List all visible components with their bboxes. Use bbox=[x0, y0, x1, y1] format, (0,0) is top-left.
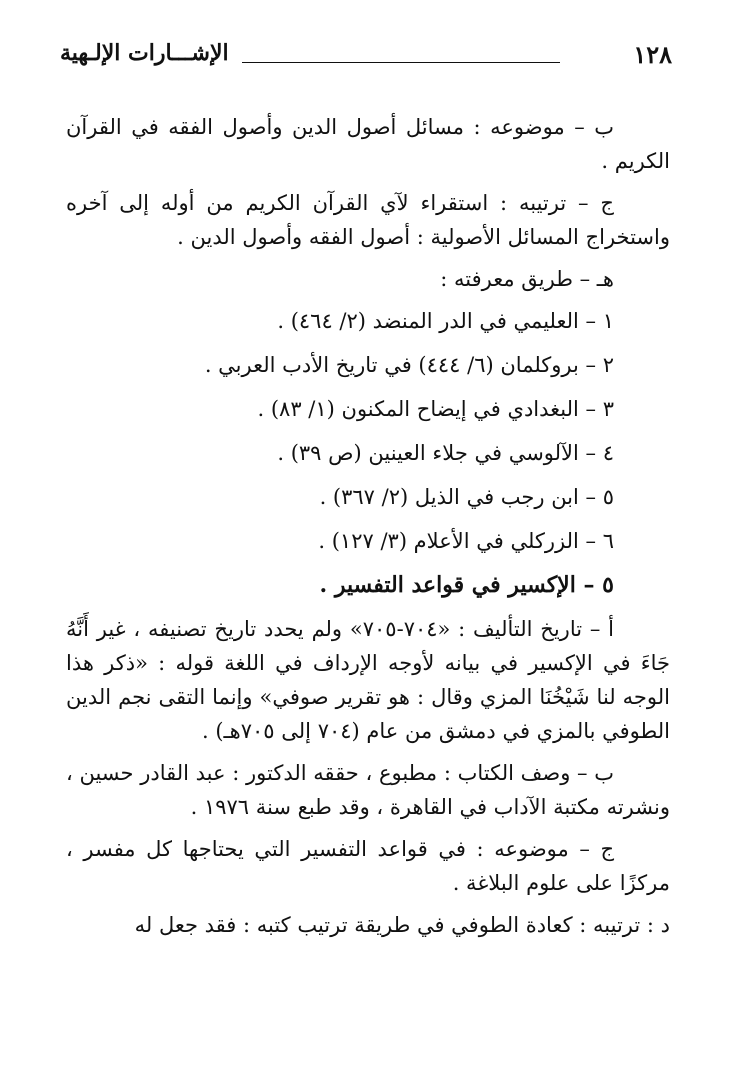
paragraph-sources-heading: هـ – طريق معرفته : bbox=[440, 267, 614, 291]
source-item: ١ – العليمي في الدر المنضد (٢/ ٤٦٤) . bbox=[277, 309, 614, 333]
paragraph-subject: ب – موضوعه : مسائل أصول الدين وأصول الفقه في القرآن الكريم . bbox=[66, 115, 670, 173]
page-header bbox=[60, 40, 672, 76]
source-item: ٢ – بروكلمان (٦/ ٤٤٤) في تاريخ الأدب العربي . bbox=[204, 353, 614, 377]
paragraph-book-description: ب – وصف الكتاب : مطبوع ، حققه الدكتور : عبد القادر حسين ، ونشرته مكتبة الآداب في القاهرة ، وقد طبع سنة ١٩٧٦ . bbox=[66, 761, 670, 819]
paragraph-authoring-date: أ – تاريخ التأليف : «٧٠٤-٧٠٥» ولم يحدد تاريخ تصنيفه ، غير أَنَّهُ جَاءَ في الإكسير في بيانه لأوجه الإرداف في اللغة قوله : «ذكر هذا الوجه لنا شَيْخُنَا المزي وقال : هو تقرير صوفي» وإنما التقى نجم الدين الطوفي بالمزي في دمشق من عام (٧٠٤ إلى ٧٠٥هـ) . bbox=[66, 617, 670, 743]
section-title: ٥ – الإكسير في قواعد التفسير . bbox=[319, 572, 614, 598]
page-number: ١٢٨ bbox=[633, 40, 672, 69]
running-title: الإشـــارات الإلـهية bbox=[60, 40, 229, 66]
header-rule bbox=[242, 62, 560, 63]
source-item: ٦ – الزركلي في الأعلام (٣/ ١٢٧) . bbox=[318, 529, 614, 553]
paragraph-arrangement: ج – ترتيبه : استقراء لآي القرآن الكريم من أوله إلى آخره واستخراج المسائل الأصولية : أصول الفقه وأصول الدين . bbox=[66, 191, 670, 249]
source-item: ٥ – ابن رجب في الذيل (٢/ ٣٦٧) . bbox=[319, 485, 614, 509]
page-body bbox=[66, 110, 670, 950]
source-item: ٣ – البغدادي في إيضاح المكنون (١/ ٨٣) . bbox=[257, 397, 614, 421]
paragraph-book-subject: ج – موضوعه : في قواعد التفسير التي يحتاجها كل مفسر ، مركزًا على علوم البلاغة . bbox=[66, 837, 670, 895]
paragraph-book-arrangement: د : ترتيبه : كعادة الطوفي في طريقة ترتيب كتبه : فقد جعل له bbox=[134, 913, 670, 937]
source-item: ٤ – الآلوسي في جلاء العينين (ص ٣٩) . bbox=[277, 441, 614, 465]
